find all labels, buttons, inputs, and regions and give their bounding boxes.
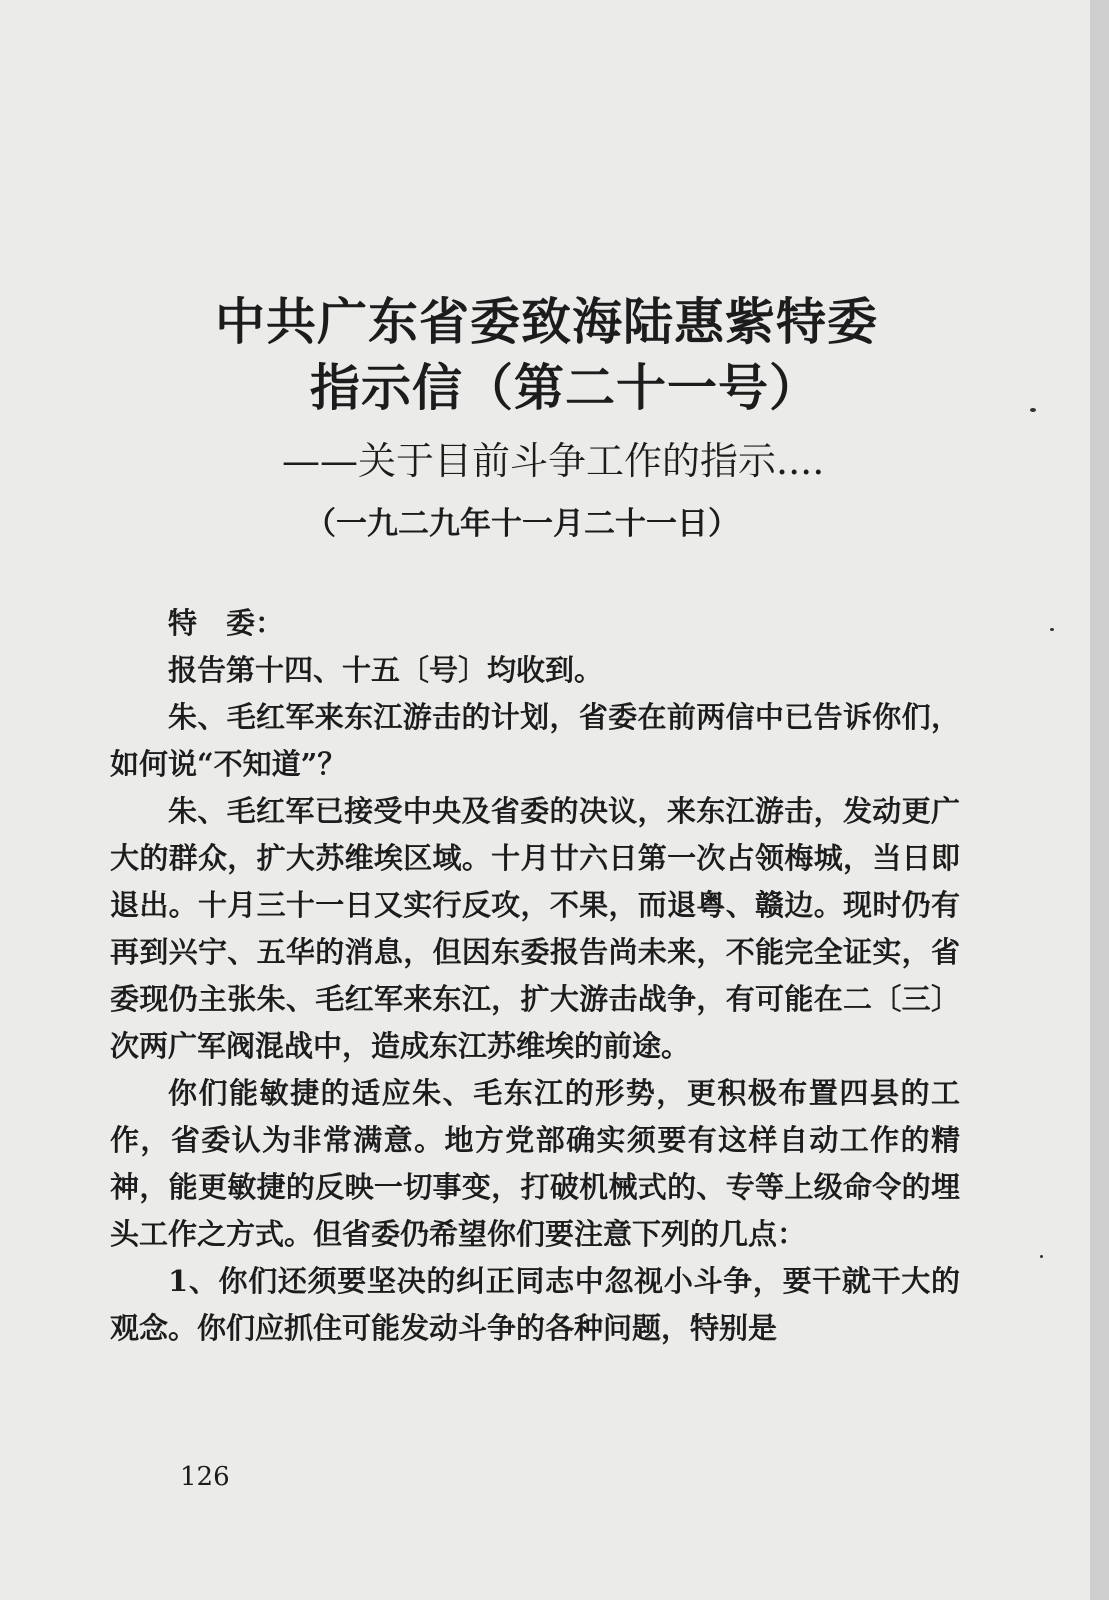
- greeting: 特 委：: [168, 606, 285, 640]
- ink-speck: [1040, 1255, 1043, 1258]
- paragraph: 你们能敏捷的适应朱、毛东江的形势，更积极布置四县的工作，省委认为非常满意。地方党部确实须要有这样自动工作的精神，能更敏捷的反映一切事变，打破机械式的、专等上级命令的埋头工作之方式。但省委仍希望你们要注意下列的几点：: [110, 1076, 960, 1251]
- title-line-1: 中共广东省委致海陆惠紫特委: [215, 292, 878, 351]
- paragraph: 报告第十四、十五〔号〕均收到。: [168, 653, 604, 687]
- page-number: 126: [180, 1462, 230, 1492]
- ink-speck: [1050, 628, 1054, 631]
- document-date: （一九二九年十一月二十一日）: [305, 506, 739, 542]
- page-edge: [1090, 0, 1109, 1600]
- ink-speck: [1030, 408, 1036, 412]
- paragraph: 朱、毛红军已接受中央及省委的决议，来东江游击，发动更广大的群众，扩大苏维埃区域。十月廿六日第一次占领梅城，当日即退出。十月三十一日又实行反攻，不果，而退粤、赣边。现时仍有再到兴宁、五华的消息，但因东委报告尚未来，不能完全证实，省委现仍主张朱、毛红军来东江，扩大游击战争，有可能在二〔三〕次两广军阀混战中，造成东江苏维埃的前途。: [110, 794, 960, 1063]
- title-line-2: 指示信（第二十一号）: [310, 358, 820, 417]
- paragraph: 朱、毛红军来东江游击的计划，省委在前两信中已告诉你们，如何说“不知道”？: [110, 700, 960, 781]
- subtitle: ——关于目前斗争工作的指示....: [282, 439, 825, 483]
- paragraph: 1、你们还须要坚决的纠正同志中忽视小斗争，要干就干大的观念。你们应抓住可能发动斗争的各种问题，特别是: [110, 1264, 960, 1345]
- body-text: [110, 600, 960, 1352]
